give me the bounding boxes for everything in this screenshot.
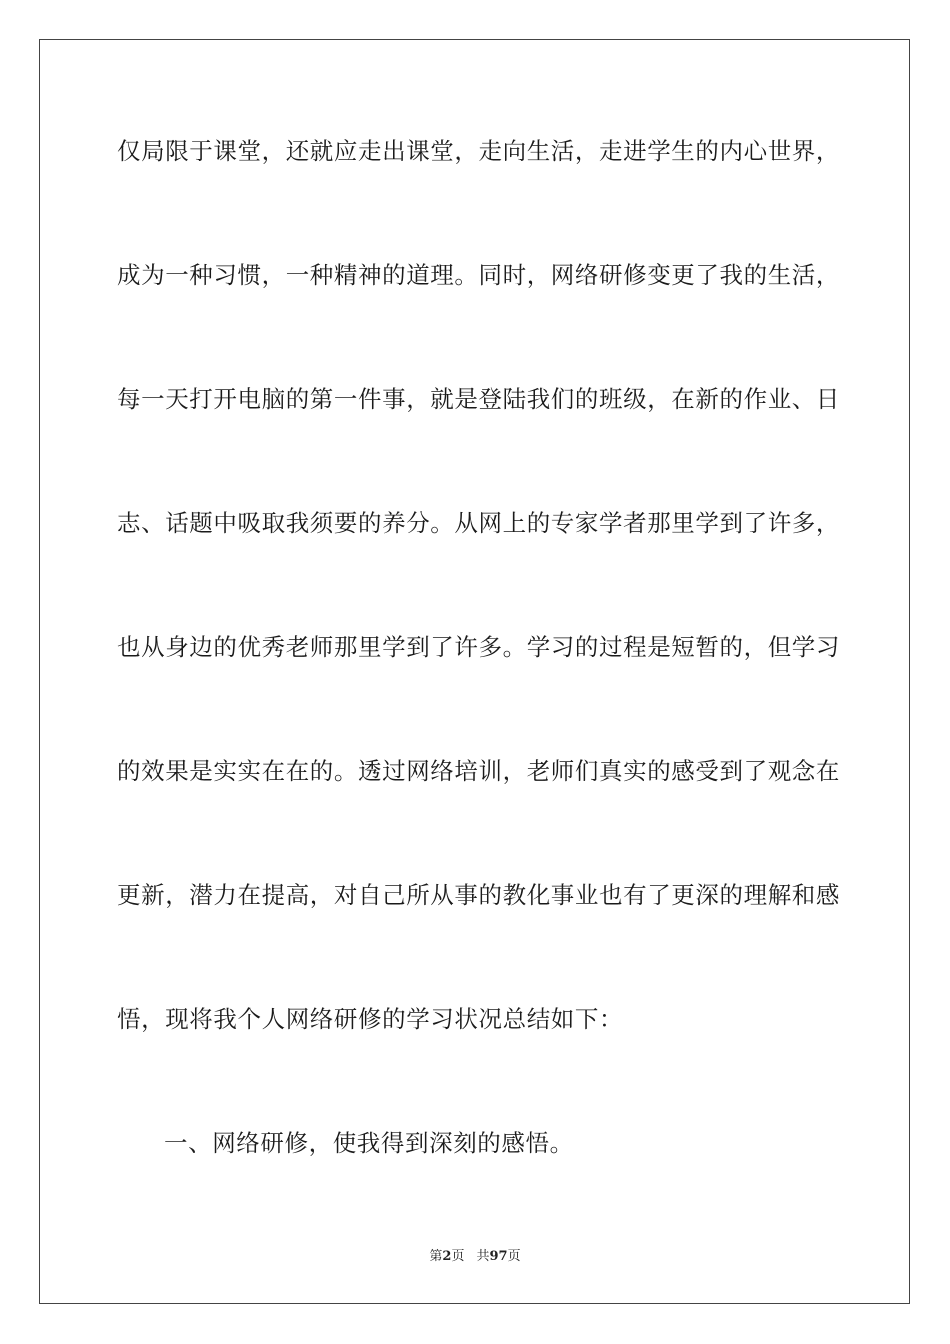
footer-page-number: 2 (442, 1249, 452, 1264)
body-line-7: 更新，潜力在提高，对自己所从事的教化事业也有了更深的理解和感 (117, 881, 840, 909)
page-frame (39, 39, 910, 1304)
footer-page-suffix: 页 (451, 1249, 465, 1264)
body-line-1: 仅局限于课堂，还就应走出课堂，走向生活，走进学生的内心世界， (117, 137, 840, 165)
footer-page-prefix: 第 (429, 1249, 443, 1264)
footer-total-suffix: 页 (507, 1249, 521, 1264)
body-line-2: 成为一种习惯，一种精神的道理。同时，网络研修变更了我的生活， (117, 261, 840, 289)
body-line-4: 志、话题中吸取我须要的养分。从网上的专家学者那里学到了许多， (117, 509, 840, 537)
section-heading: 一、网络研修，使我得到深刻的感悟。 (164, 1129, 574, 1157)
body-line-3: 每一天打开电脑的第一件事，就是登陆我们的班级，在新的作业、日 (117, 385, 840, 413)
footer-total-prefix: 共 (476, 1249, 490, 1264)
body-line-8: 悟，现将我个人网络研修的学习状况总结如下： (117, 1005, 624, 1033)
body-line-5: 也从身边的优秀老师那里学到了许多。学习的过程是短暂的，但学习 (117, 633, 840, 661)
footer-total-pages: 97 (489, 1249, 508, 1264)
body-line-6: 的效果是实实在在的。透过网络培训，老师们真实的感受到了观念在 (117, 757, 840, 785)
page-footer (0, 1248, 950, 1266)
